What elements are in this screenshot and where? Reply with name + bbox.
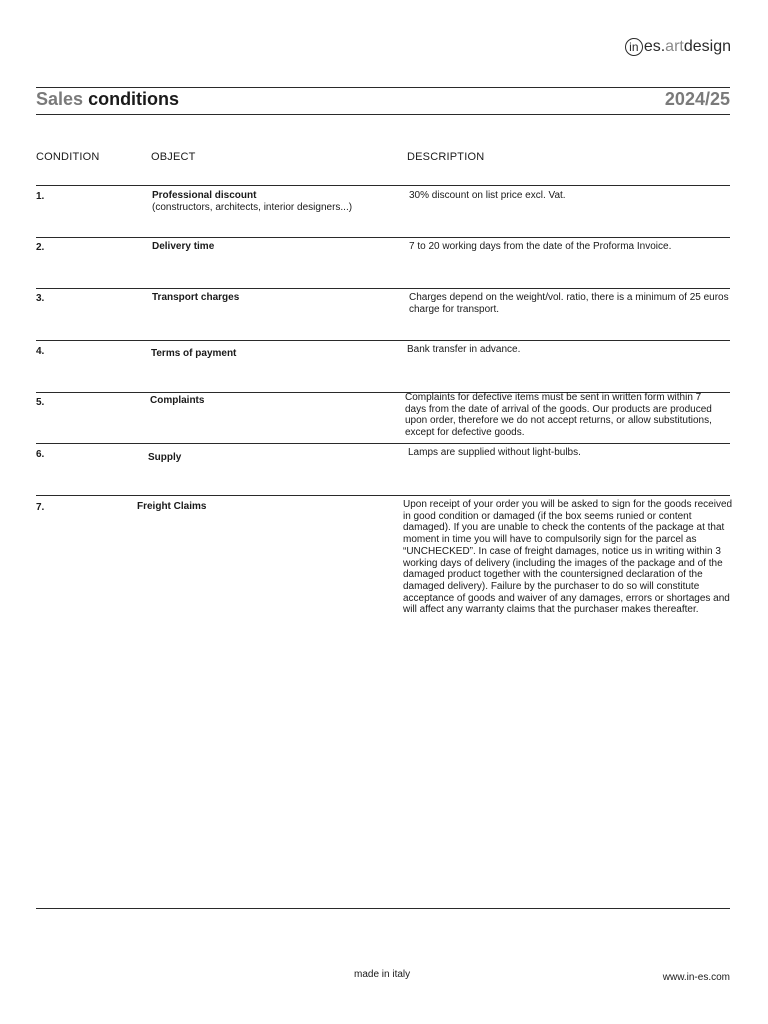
header-bottom-rule <box>36 114 730 115</box>
row-divider <box>36 495 730 496</box>
row-divider <box>36 443 730 444</box>
condition-description: Bank transfer in advance. <box>407 344 521 355</box>
condition-object: Supply <box>148 452 182 463</box>
condition-number: 1. <box>36 191 45 202</box>
condition-description: Charges depend on the weight/vol. ratio, there is a minimum of 25 euros charge for transport. <box>409 292 729 315</box>
condition-number: 5. <box>36 397 45 408</box>
condition-object: Freight Claims <box>137 501 207 512</box>
condition-description: Lamps are supplied without light-bulbs. <box>408 447 581 458</box>
website-link[interactable]: www.in-es.com <box>662 972 730 983</box>
condition-object <box>152 190 352 214</box>
logo-mark: in <box>625 38 643 56</box>
footer-rule <box>36 908 730 909</box>
logo-text-accent: art <box>665 38 684 55</box>
condition-number: 6. <box>36 449 45 460</box>
condition-description: Upon receipt of your order you will be asked to sign for the goods received in good condition or damaged (if the box seems runied or content damaged). If you are unable to check the contents of the package at that moment in time you will have to compulsorily sign for the parcel as “UNCHECKED”. In case of freight damages, notice us in writing within 3 working days of delivery (including the images of the package and of the damaged product together with the countersigned declaration of the damaged delivery). Failure by the purchaser to do so will constitute acceptance of goods and waiver of any damages, errors or shortages and will affect any warranty claims that the purchaser makes thereafter. <box>403 499 733 616</box>
condition-object: Transport charges <box>152 292 240 303</box>
condition-number: 4. <box>36 346 45 357</box>
row-divider <box>36 288 730 289</box>
condition-number: 7. <box>36 502 45 513</box>
column-header-condition: CONDITION <box>36 151 100 163</box>
header-top-rule <box>36 87 730 88</box>
condition-object: Delivery time <box>152 241 215 252</box>
column-header-object: OBJECT <box>151 151 196 163</box>
brand-logo <box>625 38 731 56</box>
object-subtitle: (constructors, architects, interior designers...) <box>152 202 353 213</box>
logo-text-pre: es. <box>643 38 666 55</box>
condition-description: 30% discount on list price excl. Vat. <box>409 190 566 201</box>
made-in-label: made in italy <box>354 969 411 980</box>
row-divider <box>36 185 730 186</box>
year-label: 2024/25 <box>664 89 730 109</box>
condition-object: Terms of payment <box>151 348 237 359</box>
condition-number: 3. <box>36 293 45 304</box>
row-divider <box>36 237 730 238</box>
condition-object: Complaints <box>150 395 205 406</box>
title-word-2: conditions <box>88 89 180 109</box>
condition-description: 7 to 20 working days from the date of the Proforma Invoice. <box>409 241 672 252</box>
row-divider <box>36 340 730 341</box>
title-word-1: Sales <box>36 89 84 109</box>
page-title <box>36 89 179 110</box>
column-header-description: DESCRIPTION <box>407 151 485 163</box>
condition-number: 2. <box>36 242 45 253</box>
logo-text-post: design <box>683 38 731 55</box>
condition-description: Complaints for defective items must be sent in written form within 7 days from the date of arrival of the goods. Our products are produced upon order, therefore we do not accept returns, or allow substitutions, except for defective goods. <box>405 392 712 439</box>
object-title: Professional discount <box>152 190 257 201</box>
